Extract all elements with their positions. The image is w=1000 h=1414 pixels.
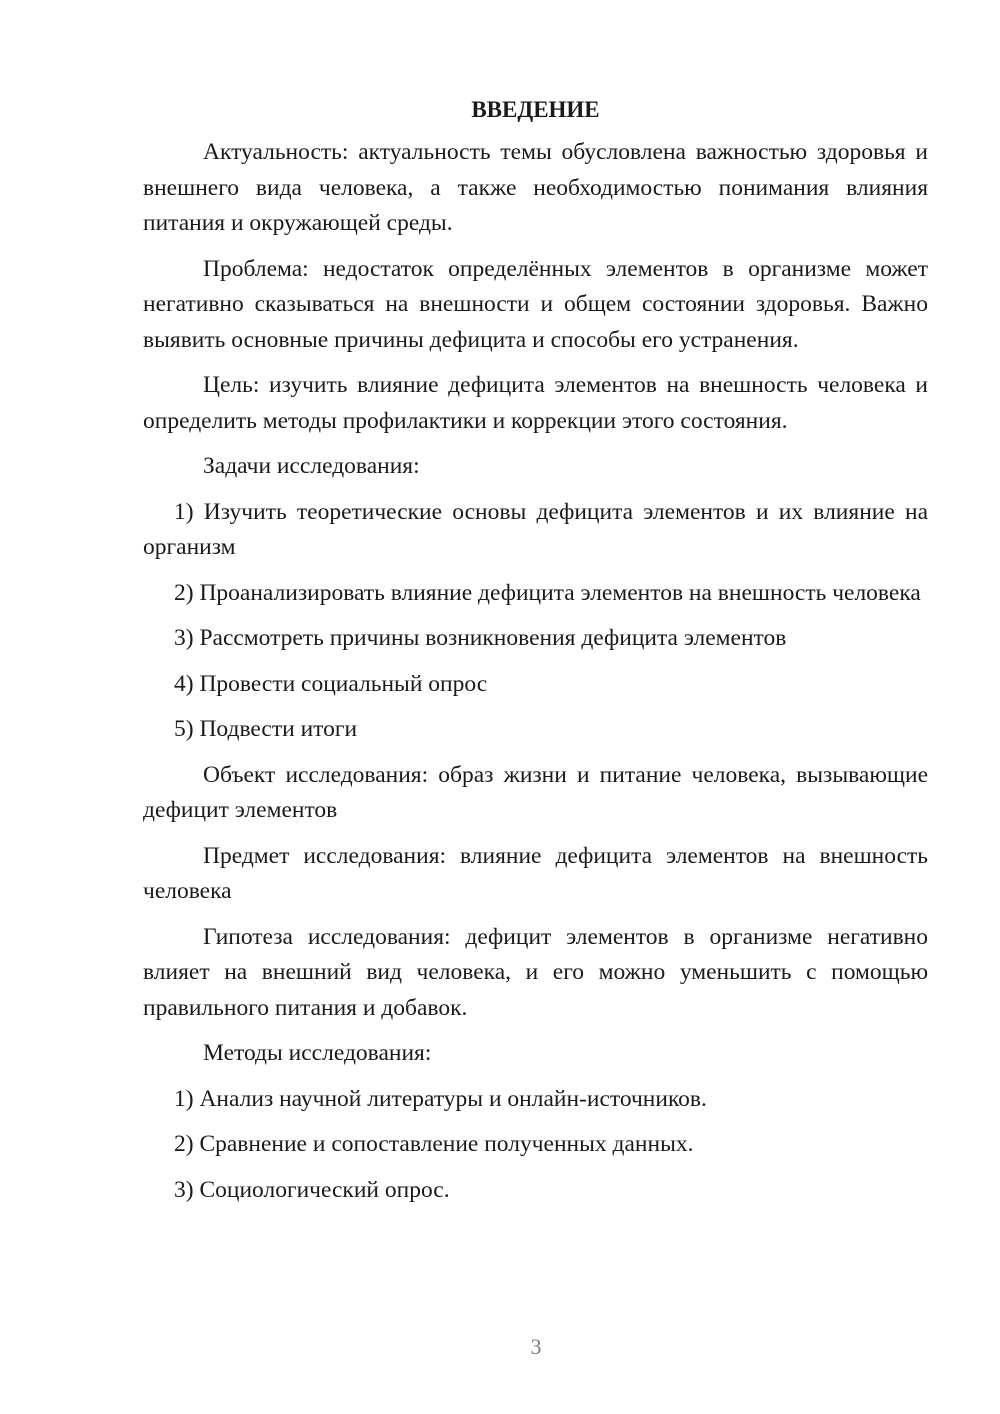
relevance-paragraph: Актуальность: актуальность темы обусловлена важностью здоровья и внешнего вида человека, а также необходимостью понимания влияния питания и окружающей среды.	[143, 139, 928, 236]
task-item: 5) Подвести итоги	[174, 716, 358, 742]
hypothesis-paragraph: Гипотеза исследования: дефицит элементов в организме негативно влияет на внешний вид человека, и его можно уменьшить с помощью правильного питания и добавок.	[143, 923, 928, 1021]
task-item: 4) Провести социальный опрос	[174, 670, 488, 697]
tasks-heading: Задачи исследования:	[203, 453, 420, 479]
task-item: 3) Рассмотреть причины возникновения дефицита элементов	[174, 625, 787, 651]
document-body	[143, 92, 928, 1218]
subject-paragraph: Предмет исследования: влияние дефицита элементов на внешность человека	[143, 842, 928, 904]
page-number: 3	[530, 1334, 542, 1359]
object-paragraph: Объект исследования: образ жизни и питание человека, вызывающие дефицит элементов	[143, 761, 928, 823]
goal-paragraph: Цель: изучить влияние дефицита элементов на внешность человека и определить методы профилактики и коррекции этого состояния.	[143, 372, 928, 434]
problem-paragraph: Проблема: недостаток определённых элементов в организме может негативно сказываться на внешности и общем состоянии здоровья. Важно выявить основные причины дефицита и способы его устранения.	[143, 255, 928, 353]
task-item: 2) Проанализировать влияние дефицита элементов на внешность человека	[174, 579, 921, 606]
method-item: 3) Социологический опрос.	[174, 1176, 450, 1203]
method-item: 2) Сравнение и сопоставление полученных данных.	[174, 1131, 694, 1157]
methods-heading: Методы исследования:	[203, 1040, 432, 1066]
method-item: 1) Анализ научной литературы и онлайн-источников.	[174, 1085, 707, 1112]
page-title: ВВЕДЕНИЕ	[471, 97, 600, 122]
task-item: 1) Изучить теоретические основы дефицита элементов и их влияние на организм	[143, 498, 928, 560]
